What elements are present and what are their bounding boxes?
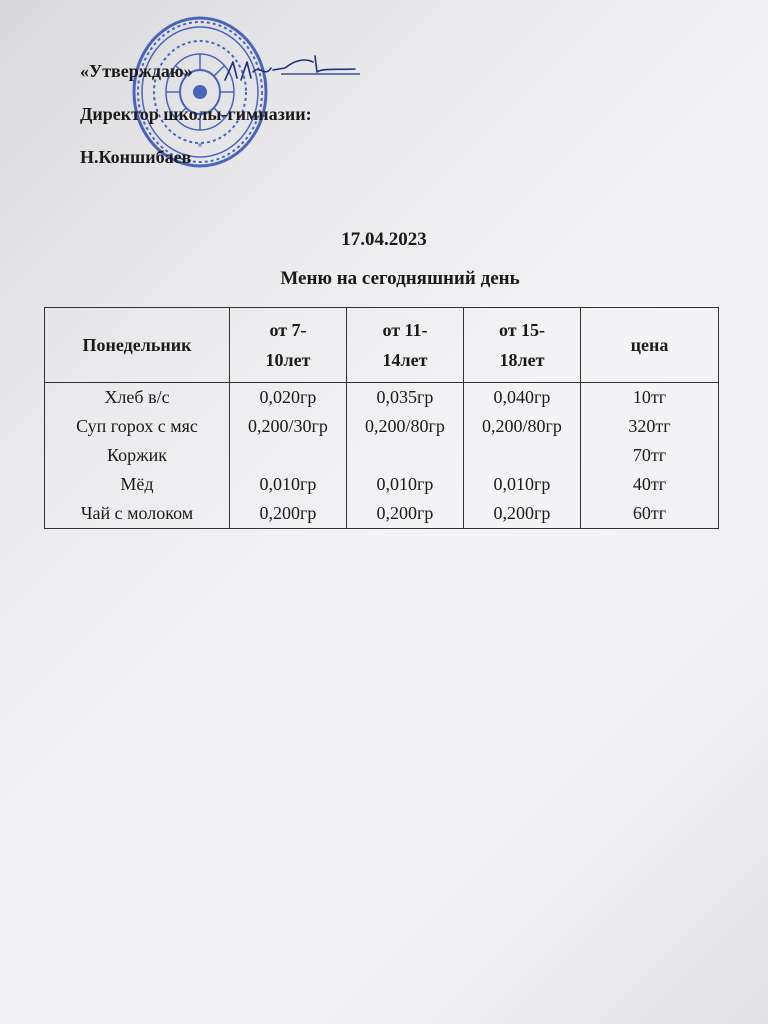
header-text: 14лет (382, 350, 428, 370)
items-column (45, 383, 230, 529)
header-text: от 7- (269, 320, 307, 340)
table-header-row (45, 308, 719, 383)
price-cell: 10тг (632, 387, 667, 407)
portion-cell: 0,040гр (493, 387, 551, 407)
header-text: 18лет (499, 350, 545, 370)
price-cell: 320тг (628, 416, 671, 436)
age-7-10-column (230, 383, 347, 529)
item-name: Суп горох с мяс (76, 416, 198, 436)
portion-cell: 0,200гр (376, 503, 434, 523)
price-cell: 40тг (632, 474, 667, 494)
portion-cell (230, 441, 346, 470)
portion-cell: 0,020гр (259, 387, 317, 407)
portion-cell: 0,200/80гр (365, 416, 445, 436)
portion-cell: 0,010гр (259, 474, 317, 494)
approve-label: «Утверждаю» (80, 61, 193, 81)
price-cell: 60тг (632, 503, 667, 523)
header-text: цена (630, 334, 669, 355)
age-15-18-column (464, 383, 581, 529)
director-name: Н.Коншибаев (80, 147, 192, 167)
header-text: от 11- (382, 320, 428, 340)
header-age-15-18 (464, 308, 581, 383)
header-text: 10лет (265, 350, 311, 370)
menu-table (44, 307, 719, 529)
table-body-row (45, 383, 719, 529)
portion-cell: 0,200/80гр (482, 416, 562, 436)
portion-cell: 0,200гр (493, 503, 551, 523)
item-name: Коржик (107, 445, 167, 465)
header-day (45, 308, 230, 383)
director-title: Директор школы-гимназии: (80, 104, 312, 124)
header-text: Понедельник (82, 334, 192, 355)
header-age-7-10 (230, 308, 347, 383)
portion-cell (347, 441, 463, 470)
portion-cell: 0,200гр (259, 503, 317, 523)
portion-cell: 0,010гр (376, 474, 434, 494)
item-name: Мёд (120, 474, 154, 494)
portion-cell: 0,035гр (376, 387, 434, 407)
item-name: Хлеб в/с (104, 387, 170, 407)
header-price (581, 308, 719, 383)
header-text: от 15- (498, 320, 546, 340)
age-11-14-column (347, 383, 464, 529)
director-signature (215, 50, 360, 90)
portion-cell: 0,200/30гр (248, 416, 328, 436)
svg-text:*: * (197, 142, 203, 153)
menu-title: Меню на сегодняшний день (280, 268, 520, 289)
portion-cell: 0,010гр (493, 474, 551, 494)
header-age-11-14 (347, 308, 464, 383)
price-cell: 70тг (632, 445, 667, 465)
portion-cell (464, 441, 580, 470)
menu-date: 17.04.2023 (341, 229, 427, 250)
price-column (581, 383, 719, 529)
item-name: Чай с молоком (80, 503, 194, 523)
